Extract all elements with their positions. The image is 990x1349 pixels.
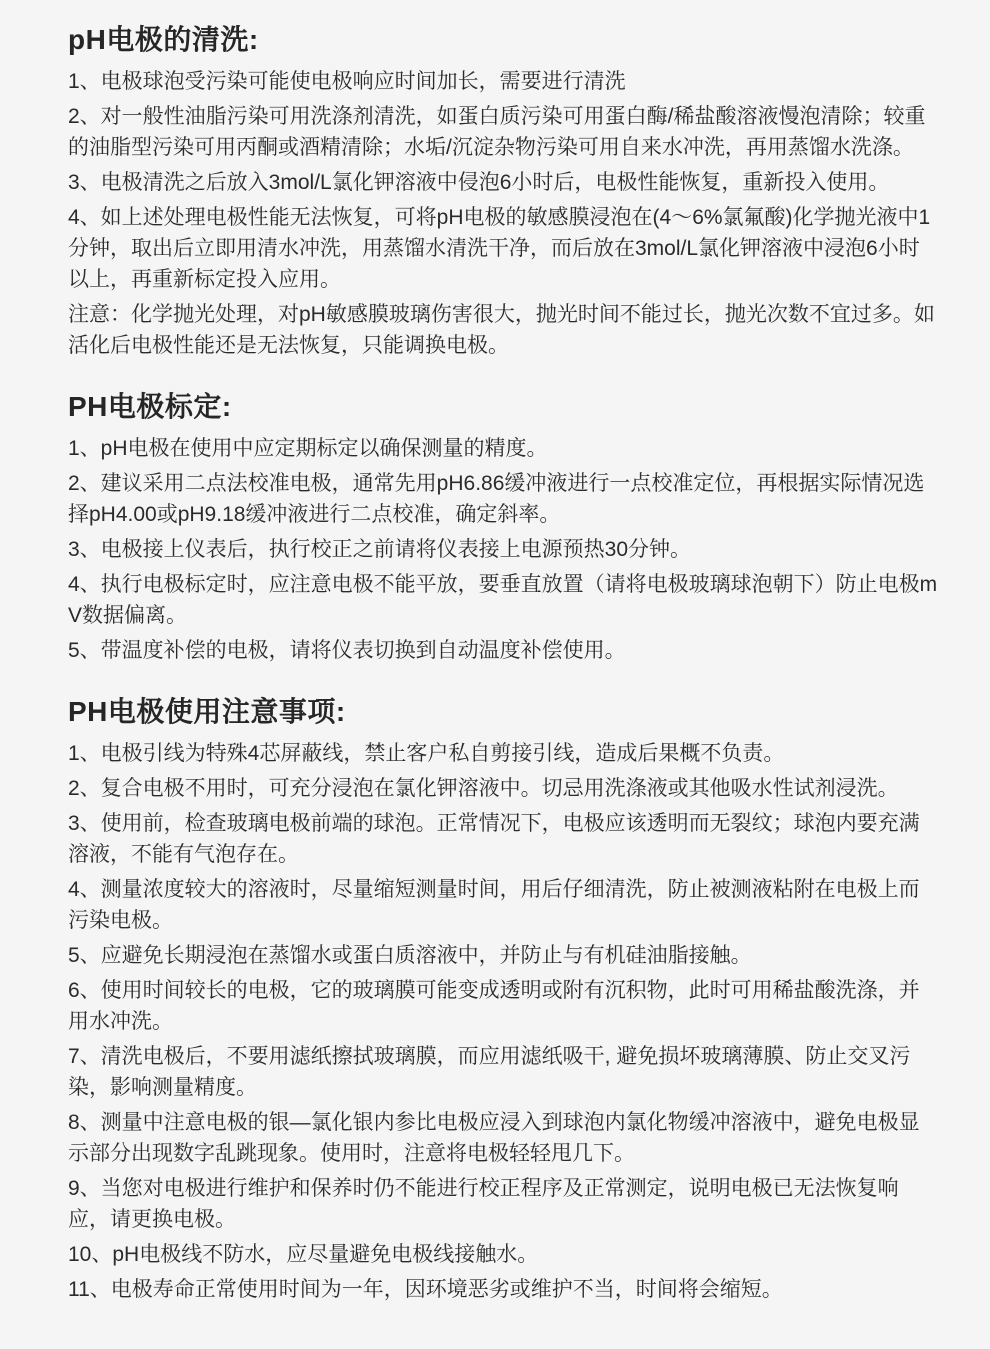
list-item: 1、pH电极在使用中应定期标定以确保测量的精度。 <box>68 437 548 460</box>
section-cleaning <box>68 22 938 361</box>
list-item: 4、测量浓度较大的溶液时，尽量缩短测量时间，用后仔细清洗，防止被测液粘附在电极上而污染电极。 <box>68 878 920 932</box>
note-item: 注意：化学抛光处理，对pH敏感膜玻璃伤害很大，抛光时间不能过长，抛光次数不宜过多。如活化后电极性能还是无法恢复，只能调换电极。 <box>68 303 935 357</box>
list-item: 8、测量中注意电极的银—氯化银内参比电极应浸入到球泡内氯化物缓冲溶液中，避免电极显示部分出现数字乱跳现象。使用时，注意将电极轻轻甩几下。 <box>68 1111 920 1165</box>
list-item: 11、电极寿命正常使用时间为一年，因环境恶劣或维护不当，时间将会缩短。 <box>68 1278 783 1301</box>
list-item: 4、执行电极标定时，应注意电极不能平放，要垂直放置（请将电极玻璃球泡朝下）防止电极mV数据偏离。 <box>68 573 938 627</box>
section-title-calibration: PH电极标定: <box>68 391 232 422</box>
list-item: 2、复合电极不用时，可充分浸泡在氯化钾溶液中。切忌用洗涤液或其他吸水性试剂浸洗。 <box>68 777 899 800</box>
list-item: 2、建议采用二点法校准电极，通常先用pH6.86缓冲液进行一点校准定位，再根据实际情况选择pH4.00或pH9.18缓冲液进行二点校准，确定斜率。 <box>68 472 925 526</box>
list-item: 9、当您对电极进行维护和保养时仍不能进行校正程序及正常测定，说明电极已无法恢复响应，请更换电极。 <box>68 1177 899 1231</box>
section-title-usage-precautions: PH电极使用注意事项: <box>68 696 346 727</box>
list-item: 7、清洗电极后，不要用滤纸擦拭玻璃膜，而应用滤纸吸干, 避免损坏玻璃薄膜、防止交叉污染，影响测量精度。 <box>68 1045 911 1099</box>
list-item: 3、使用前，检查玻璃电极前端的球泡。正常情况下，电极应该透明而无裂纹；球泡内要充满溶液，不能有气泡存在。 <box>68 812 920 866</box>
section-usage-precautions <box>68 694 938 1305</box>
section-calibration <box>68 389 938 666</box>
list-item: 1、电极引线为特殊4芯屏蔽线，禁止客户私自剪接引线，造成后果概不负责。 <box>68 742 785 765</box>
list-item: 3、电极清洗之后放入3mol/L氯化钾溶液中侵泡6小时后，电极性能恢复，重新投入使用。 <box>68 171 890 194</box>
list-item: 1、电极球泡受污染可能使电极响应时间加长，需要进行清洗 <box>68 70 626 93</box>
list-item: 5、应避免长期浸泡在蒸馏水或蛋白质溶液中，并防止与有机硅油脂接触。 <box>68 944 752 967</box>
section-title-cleaning: pH电极的清洗: <box>68 24 259 55</box>
list-item: 2、对一般性油脂污染可用洗涤剂清洗，如蛋白质污染可用蛋白酶/稀盐酸溶液慢泡清除；较重的油脂型污染可用丙酮或酒精清除；水垢/沉淀杂物污染可用自来水冲洗，再用蒸馏水洗涤。 <box>68 105 926 159</box>
list-item: 6、使用时间较长的电极，它的玻璃膜可能变成透明或附有沉积物，此时可用稀盐酸洗涤，并用水冲洗。 <box>68 979 920 1033</box>
list-item: 10、pH电极线不防水，应尽量避免电极线接触水。 <box>68 1243 539 1266</box>
list-item: 3、电极接上仪表后，执行校正之前请将仪表接上电源预热30分钟。 <box>68 538 692 561</box>
list-item: 4、如上述处理电极性能无法恢复，可将pH电极的敏感膜浸泡在(4～6%氯氟酸)化学抛光液中1分钟，取出后立即用清水冲洗，用蒸馏水清洗干净，而后放在3mol/L氯化钾溶液中浸泡6小时以上，再重新标定投入应用。 <box>68 206 931 291</box>
list-item: 5、带温度补偿的电极，请将仪表切换到自动温度补偿使用。 <box>68 639 626 662</box>
